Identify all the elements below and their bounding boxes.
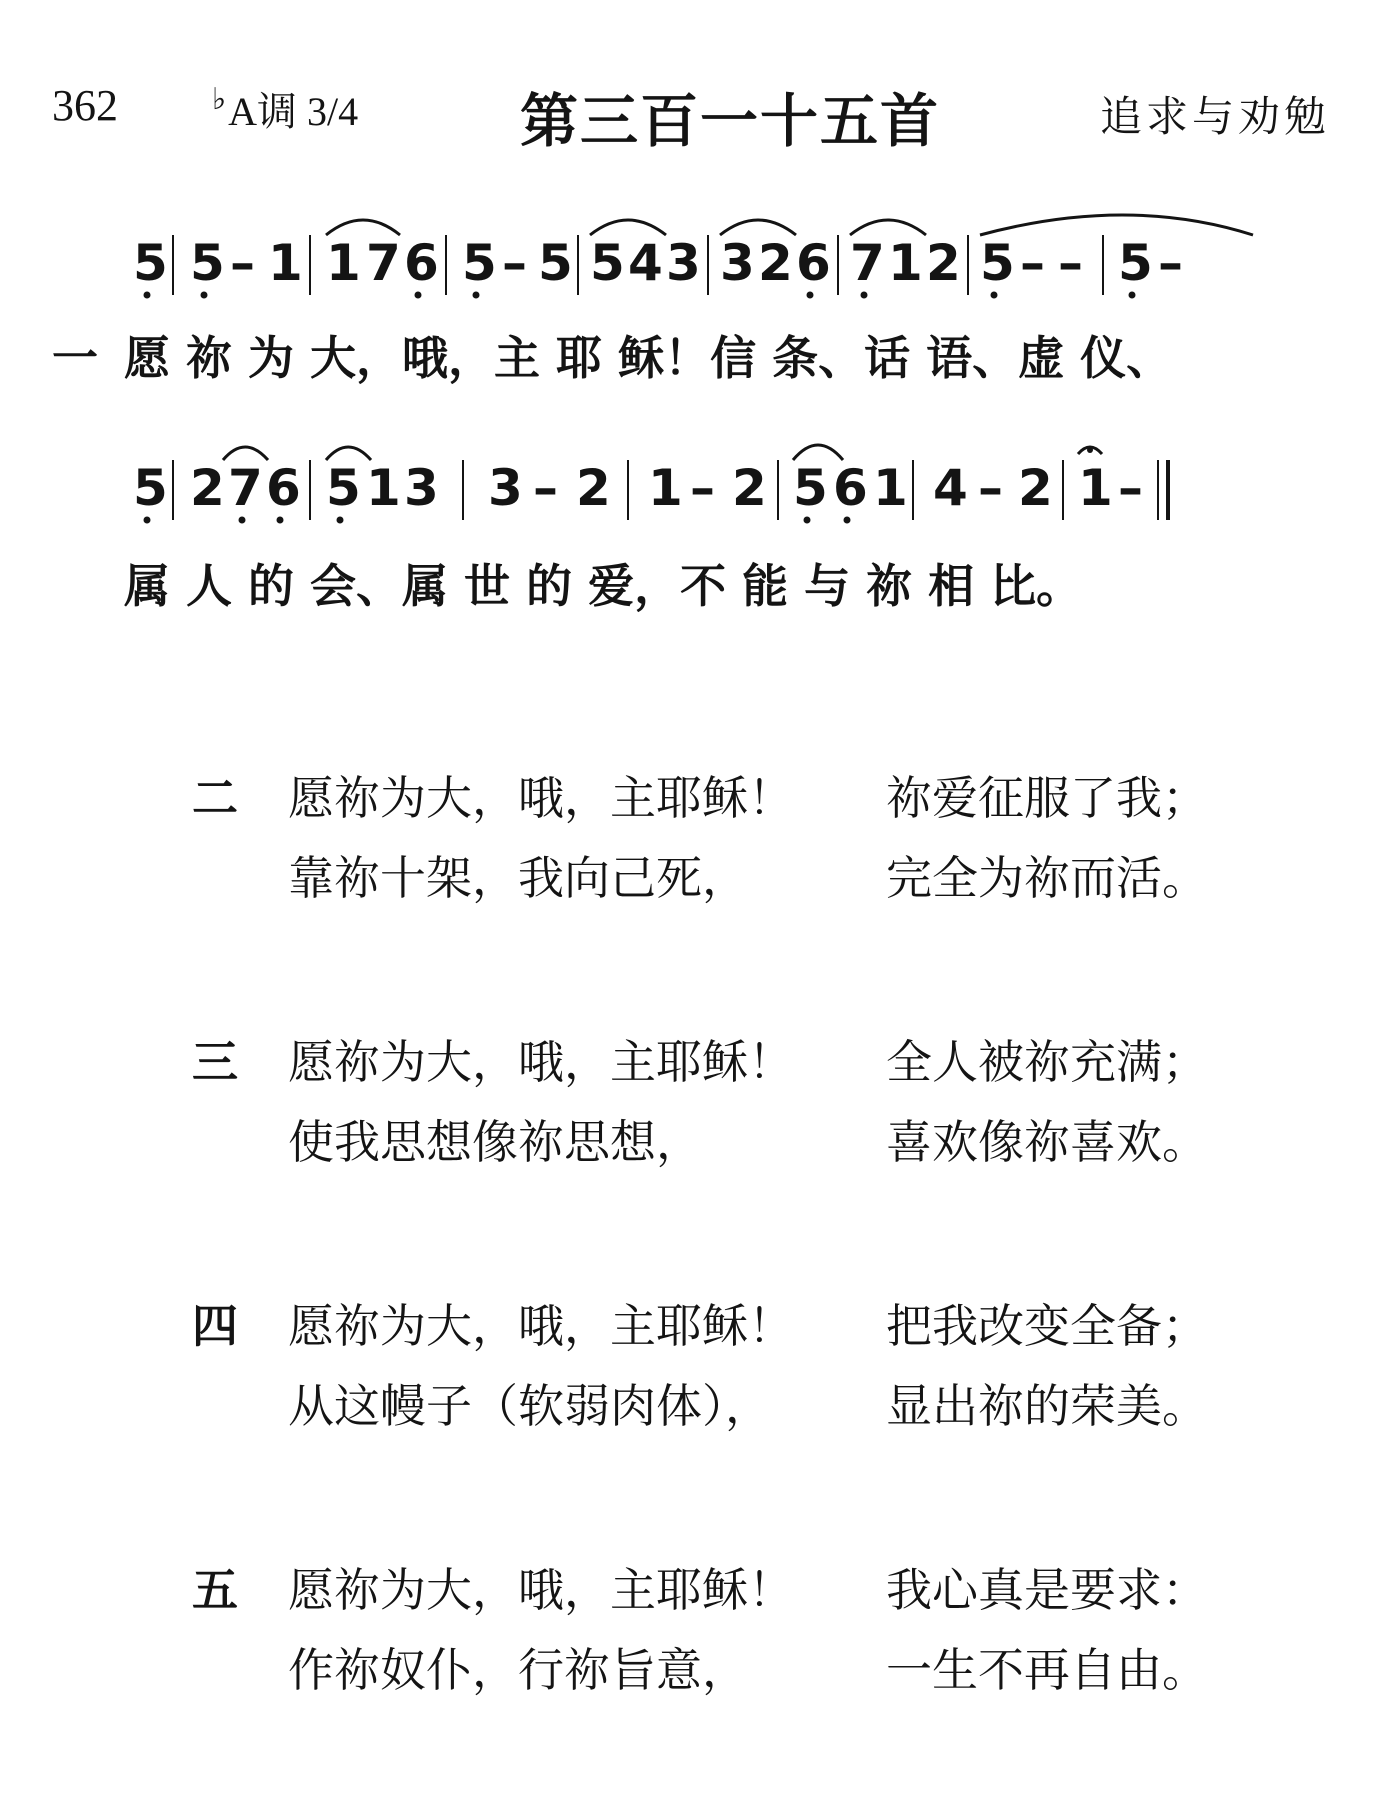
- dash: –: [230, 234, 255, 292]
- stanza-2-number: 二: [192, 771, 238, 825]
- key-signature: [212, 80, 358, 137]
- stanza-3-line-2a: 使我思想像祢思想，: [288, 1115, 702, 1169]
- note: 2: [732, 459, 767, 517]
- dash: –: [1058, 234, 1083, 292]
- stanza-5-number: 五: [192, 1563, 238, 1617]
- verse-1-lyric-line-1: 愿 祢 为 大，哦，主 耶 稣！信 条、话 语、虚 仪、: [124, 331, 1173, 385]
- stanza-5-line-1a: 愿祢为大，哦，主耶稣！: [288, 1563, 794, 1617]
- verse-1-number: 一: [52, 331, 98, 385]
- stanza-3-line-1a: 愿祢为大，哦，主耶稣！: [288, 1035, 794, 1089]
- slur: [793, 445, 843, 460]
- octave-dots: [144, 517, 851, 524]
- hymn-title: 第三百一十五首: [520, 87, 941, 155]
- tie: [980, 215, 1253, 235]
- note: 7: [366, 234, 401, 292]
- note: 4: [933, 459, 968, 517]
- slur: [720, 220, 796, 235]
- note: 3: [488, 459, 523, 517]
- note: 1: [873, 459, 908, 517]
- note: 1: [1078, 459, 1113, 517]
- slur: [326, 220, 400, 235]
- octave-dots: [144, 292, 1136, 299]
- hymn-category: 追求与劝勉: [1100, 92, 1331, 141]
- dash: –: [1118, 459, 1143, 517]
- note: 3: [720, 234, 755, 292]
- note: 5: [462, 234, 497, 292]
- stanza-4-line-1a: 愿祢为大，哦，主耶稣！: [288, 1299, 794, 1353]
- note: 7: [850, 234, 885, 292]
- note: 1: [326, 234, 361, 292]
- slur: [590, 220, 666, 235]
- note: 6: [796, 234, 831, 292]
- note: 3: [666, 234, 701, 292]
- note: 1: [888, 234, 923, 292]
- note: 5: [326, 459, 361, 517]
- stanza-2-line-1b: 祢爱征服了我；: [886, 771, 1208, 825]
- note: 5: [793, 459, 828, 517]
- note: 5: [538, 234, 573, 292]
- note: 2: [1018, 459, 1053, 517]
- note: 1: [366, 459, 401, 517]
- verse-1-lyric-line-2: 属 人 的 会、属 世 的 爱，不 能 与 祢 相 比。: [124, 559, 1083, 613]
- key-text: A调 3/4: [228, 89, 359, 134]
- dash: –: [1158, 234, 1183, 292]
- stanza-4-line-2a: 从这幔子（软弱肉体），: [288, 1379, 771, 1433]
- dash: –: [1020, 234, 1045, 292]
- note: 6: [404, 234, 439, 292]
- note: 7: [228, 459, 263, 517]
- stanza-4-line-2b: 显出祢的荣美。: [886, 1379, 1208, 1433]
- stanza-3-number: 三: [192, 1035, 238, 1089]
- stanza-4-number: 四: [192, 1299, 238, 1353]
- dash: –: [533, 459, 558, 517]
- stanza-2-line-2a: 靠祢十架，我向己死，: [288, 851, 748, 905]
- note: 5: [980, 234, 1015, 292]
- note: 5: [133, 234, 168, 292]
- dash: –: [502, 234, 527, 292]
- stanza-3-line-2b: 喜欢像祢喜欢。: [886, 1115, 1208, 1169]
- notation-line-1-text: [0, 0, 1, 1]
- note: 2: [190, 459, 225, 517]
- note: 5: [590, 234, 625, 292]
- note: 5: [133, 459, 168, 517]
- note: 1: [268, 234, 303, 292]
- dash: –: [978, 459, 1003, 517]
- note: 3: [404, 459, 439, 517]
- note: 4: [628, 234, 663, 292]
- stanza-5-line-2a: 作祢奴仆，行祢旨意，: [288, 1643, 748, 1697]
- dash: –: [690, 459, 715, 517]
- note: 5: [1118, 234, 1153, 292]
- stanza-4-line-1b: 把我改变全备；: [886, 1299, 1208, 1353]
- note: 2: [926, 234, 961, 292]
- stanza-5-line-2b: 一生不再自由。: [886, 1643, 1208, 1697]
- note: 1: [648, 459, 683, 517]
- flat-symbol: ♭: [212, 83, 227, 116]
- slur: [850, 220, 926, 235]
- page-number: 362: [52, 81, 118, 130]
- stanza-5-line-1b: 我心真是要求：: [886, 1563, 1208, 1617]
- note: 2: [576, 459, 611, 517]
- fermata-dot: [1087, 447, 1093, 453]
- note: 6: [266, 459, 301, 517]
- stanza-3-line-1b: 全人被祢充满；: [886, 1035, 1208, 1089]
- stanza-2-line-1a: 愿祢为大，哦，主耶稣！: [288, 771, 794, 825]
- note: 5: [190, 234, 225, 292]
- note: 6: [833, 459, 868, 517]
- stanza-2-line-2b: 完全为祢而活。: [886, 851, 1208, 905]
- note: 2: [758, 234, 793, 292]
